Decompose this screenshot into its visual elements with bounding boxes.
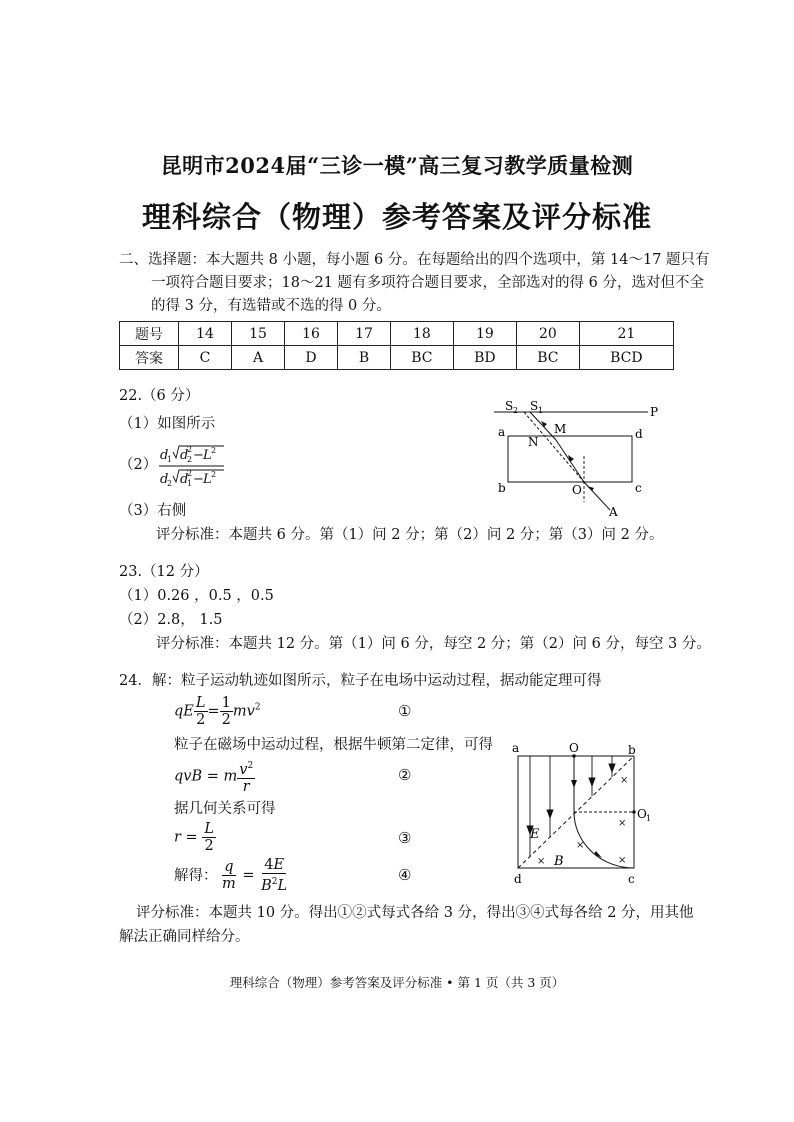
label-b: b: [498, 481, 506, 495]
svg-text:×: ×: [620, 775, 629, 786]
svg-text:−: −: [193, 448, 204, 463]
svg-text:d: d: [180, 472, 189, 487]
label-a: a: [512, 741, 520, 755]
q24-text3: 据几何关系可得: [174, 801, 276, 817]
label-a: a: [498, 425, 506, 439]
svg-text:−: −: [193, 472, 204, 487]
q23-heading: 23.（12 分）: [119, 564, 209, 580]
svg-text:2: 2: [211, 470, 217, 479]
q23-part1: （1）0.26 ，0.5 ，0.5: [119, 588, 274, 604]
svg-text:2: 2: [187, 445, 193, 454]
q22-formula: [158, 442, 226, 494]
label-b: b: [628, 743, 636, 757]
label-e-field: E: [530, 827, 540, 842]
question-number: 18: [391, 322, 454, 346]
section2-line2: 一项符合题目要求；18～21 题有多项符合题目要求，全部选对的得 6 分，选对但不全: [151, 275, 704, 291]
svg-text:×: ×: [537, 856, 546, 867]
question-number: 21: [579, 322, 673, 346]
q24-grading-line2: 解法正确同样给分。: [119, 929, 250, 945]
label-p: P: [650, 405, 659, 419]
q22-refraction-diagram: [488, 394, 668, 524]
svg-text:1: 1: [167, 455, 173, 464]
table-row: [120, 322, 674, 346]
answer-cell: BCD: [579, 346, 673, 370]
table-row: [120, 346, 674, 370]
svg-text:2: 2: [167, 479, 173, 488]
question-number: 19: [453, 322, 516, 346]
svg-text:1: 1: [187, 479, 193, 488]
svg-text:L: L: [203, 472, 212, 487]
question-number: 20: [517, 322, 580, 346]
answer-table: [119, 321, 674, 370]
svg-text:×: ×: [618, 855, 627, 866]
svg-text:2: 2: [187, 455, 193, 464]
svg-text:×: ×: [618, 818, 627, 829]
answer-cell: B: [338, 346, 391, 370]
q23-part2: （2）2.8， 1.5: [119, 612, 223, 628]
q22-part3: （3）右侧: [119, 503, 187, 519]
row-label-answer: 答案: [120, 346, 179, 370]
answer-cell: C: [179, 346, 232, 370]
eq3-marker: ③: [398, 829, 412, 847]
section2-line3: 的得 3 分，有选错或不选的得 0 分。: [151, 298, 391, 314]
question-number: 16: [285, 322, 338, 346]
question-number: 17: [338, 322, 391, 346]
q24-eq1: qE $\frac{L}{2}$ = $\frac{1}{2}$ $mv^2$: [174, 695, 261, 728]
label-d: d: [635, 427, 643, 441]
q23-grading: 评分标准：本题共 12 分。第（1）问 6 分，每空 2 分；第（2）问 6 分，每空 3 分。: [156, 636, 711, 652]
svg-text:×: ×: [576, 840, 585, 851]
label-m: M: [554, 422, 567, 436]
label-c: c: [628, 872, 635, 886]
label-n: N: [528, 435, 539, 449]
q24-eq4: $\frac{q}{m}$ = $\frac{4E}{B^2L}$: [222, 857, 288, 894]
answer-cell: BC: [517, 346, 580, 370]
answer-key-title: 理科综合（物理）参考答案及评分标准: [141, 200, 652, 234]
q24-text4: 解得：: [174, 868, 218, 884]
label-s1-sub: 1: [538, 406, 544, 415]
label-c: c: [635, 481, 642, 495]
label-a-point: A: [609, 505, 618, 519]
svg-text:d: d: [160, 472, 169, 487]
q24-eq3: r = $\frac{L}{2}$: [174, 821, 214, 854]
question-number: 14: [179, 322, 232, 346]
label-s2: S: [505, 399, 514, 413]
answer-cell: BD: [453, 346, 516, 370]
page-footer: 理科综合（物理）参考答案及评分标准 • 第 1 页（共 3 页）: [229, 975, 565, 990]
q22-part1: （1）如图所示: [119, 416, 216, 432]
svg-text:2: 2: [211, 446, 217, 455]
svg-text:d: d: [160, 448, 169, 463]
q24-grading-line1: 评分标准：本题共 10 分。得出①②式每式各给 3 分，得出③④式每各给 2 分，用其他: [136, 905, 694, 921]
label-s2-sub: 2: [513, 406, 519, 415]
q24-eq2: qvB = m $\frac{v^2}{r}$: [174, 758, 255, 795]
eq4-marker: ④: [398, 866, 412, 884]
svg-text:L: L: [203, 448, 212, 463]
row-label-number: 题号: [120, 322, 179, 346]
q24-field-diagram: [508, 738, 658, 892]
question-number: 15: [232, 322, 285, 346]
answer-cell: BC: [391, 346, 454, 370]
q24-intro: 24．解：粒子运动轨迹如图所示，粒子在电场中运动过程，据动能定理可得: [119, 673, 602, 689]
eq2-marker: ②: [398, 766, 412, 784]
answer-cell: A: [232, 346, 285, 370]
q22-heading: 22.（6 分）: [119, 388, 200, 404]
q22-grading: 评分标准：本题共 6 分。第（1）问 2 分；第（2）问 2 分；第（3）问 2 分。: [156, 527, 664, 543]
q24-text2: 粒子在磁场中运动过程，根据牛顿第二定律，可得: [174, 737, 493, 753]
label-b-field: B: [554, 854, 564, 869]
section2-line1: 二、选择题：本大题共 8 小题，每小题 6 分。在每题给出的四个选项中，第 14～17 题只有: [119, 252, 710, 268]
svg-text:2: 2: [187, 469, 193, 478]
svg-text:d: d: [180, 448, 189, 463]
label-o1-sub: 1: [646, 814, 652, 823]
q22-part2-label: （2）: [119, 457, 158, 473]
label-o: O: [569, 741, 579, 755]
label-d: d: [514, 872, 522, 886]
label-s1: S: [530, 399, 539, 413]
answer-cell: D: [285, 346, 338, 370]
exam-title: 昆明市2024届“三诊一模”高三复习教学质量检测: [160, 153, 634, 178]
eq1-marker: ①: [398, 702, 412, 720]
label-o1: O: [637, 807, 647, 821]
label-o: O: [572, 483, 582, 497]
